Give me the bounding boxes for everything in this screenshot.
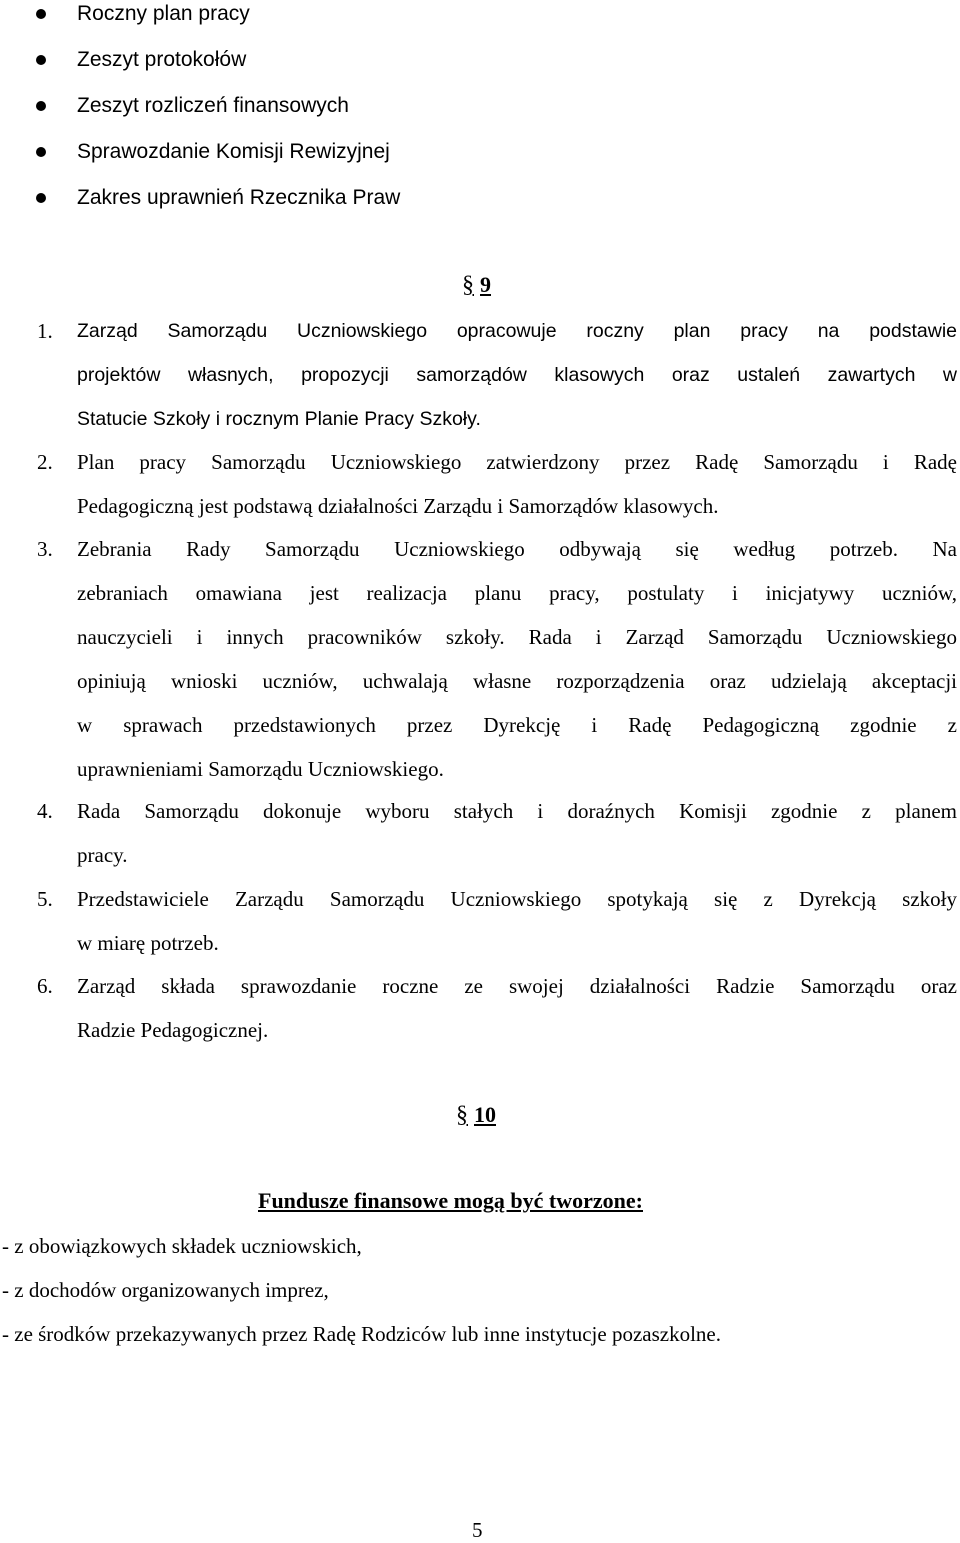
paragraph-line: w sprawach przedstawionych przez Dyrekcję i Radę Pedagogiczną zgodnie z: [77, 713, 957, 737]
section-number: 10: [474, 1102, 496, 1127]
paragraph-text: [77, 440, 957, 528]
bullet-icon: [36, 101, 46, 111]
bullet-icon: [36, 9, 46, 19]
bullet-item-label: Roczny plan pracy: [77, 2, 250, 25]
bullet-item: [0, 184, 960, 214]
paragraph-number: 1.: [37, 319, 53, 343]
bullet-icon: [36, 55, 46, 65]
paragraph-line: Pedagogiczną jest podstawą działalności Zarządu i Samorządów klasowych.: [77, 494, 719, 518]
paragraph-text: [77, 964, 957, 1052]
paragraph-line: opiniują wnioski uczniów, uchwalają własne rozporządzenia oraz udzielają akceptacji: [77, 669, 957, 693]
paragraph-line: Radzie Pedagogicznej.: [77, 1018, 269, 1042]
paragraph-text: [77, 789, 957, 877]
fund-heading: Fundusze finansowe mogą być tworzone:: [258, 1188, 643, 1213]
bullet-item: [0, 92, 960, 122]
bullet-item: [0, 138, 960, 168]
paragraph-number: 2.: [37, 450, 53, 474]
paragraph-line: Rada Samorządu dokonuje wyboru stałych i doraźnych Komisji zgodnie z planem: [77, 799, 957, 823]
section-sign: §: [456, 1102, 468, 1128]
section-10-heading: [456, 1102, 496, 1129]
paragraph-line: Zebrania Rady Samorządu Uczniowskiego odbywają się według potrzeb. Na: [77, 537, 957, 561]
page-number: 5: [472, 1518, 483, 1542]
section-9-heading: [462, 272, 491, 299]
paragraph-number: 6.: [37, 974, 53, 998]
paragraph-line: Plan pracy Samorządu Uczniowskiego zatwierdzony przez Radę Samorządu i Radę: [77, 450, 957, 474]
paragraph-line: Statucie Szkoły i rocznym Planie Pracy Szkoły.: [77, 408, 481, 430]
paragraph-number: 4.: [37, 799, 53, 823]
paragraph-number: 3.: [37, 537, 53, 561]
bullet-item: [0, 46, 960, 76]
fund-list-item: - z obowiązkowych składek uczniowskich,: [2, 1234, 362, 1258]
section-sign: §: [462, 272, 474, 298]
paragraph-line: pracy.: [77, 843, 128, 867]
paragraph-text: [77, 309, 957, 441]
bullet-item-label: Zeszyt rozliczeń finansowych: [77, 94, 349, 117]
paragraph-line: nauczycieli i innych pracowników szkoły. Rada i Zarząd Samorządu Uczniowskiego: [77, 625, 957, 649]
fund-list-item: - z dochodów organizowanych imprez,: [2, 1278, 329, 1302]
bullet-item: [0, 0, 960, 30]
paragraph-line: uprawnieniami Samorządu Uczniowskiego.: [77, 757, 444, 781]
paragraph-line: w miarę potrzeb.: [77, 931, 219, 955]
paragraph-number: 5.: [37, 887, 53, 911]
bullet-icon: [36, 147, 46, 157]
paragraph-text: [77, 527, 957, 791]
bullet-icon: [36, 193, 46, 203]
bullet-item-label: Zeszyt protokołów: [77, 48, 247, 71]
paragraph-line: projektów własnych, propozycji samorządów klasowych oraz ustaleń zawartych w: [77, 364, 957, 386]
section-number: 9: [480, 272, 491, 297]
paragraph-line: Zarząd składa sprawozdanie roczne ze swojej działalności Radzie Samorządu oraz: [77, 974, 957, 998]
fund-list-item: - ze środków przekazywanych przez Radę Rodziców lub inne instytucje pozaszkolne.: [2, 1322, 721, 1346]
paragraph-line: Przedstawiciele Zarządu Samorządu Uczniowskiego spotykają się z Dyrekcją szkoły: [77, 887, 957, 911]
paragraph-text: [77, 877, 957, 965]
paragraph-line: zebraniach omawiana jest realizacja planu pracy, postulaty i inicjatywy uczniów,: [77, 581, 957, 605]
bullet-item-label: Zakres uprawnień Rzecznika Praw: [77, 186, 401, 209]
paragraph-line: Zarząd Samorządu Uczniowskiego opracowuje roczny plan pracy na podstawie: [77, 320, 957, 342]
bullet-item-label: Sprawozdanie Komisji Rewizyjnej: [77, 140, 390, 163]
